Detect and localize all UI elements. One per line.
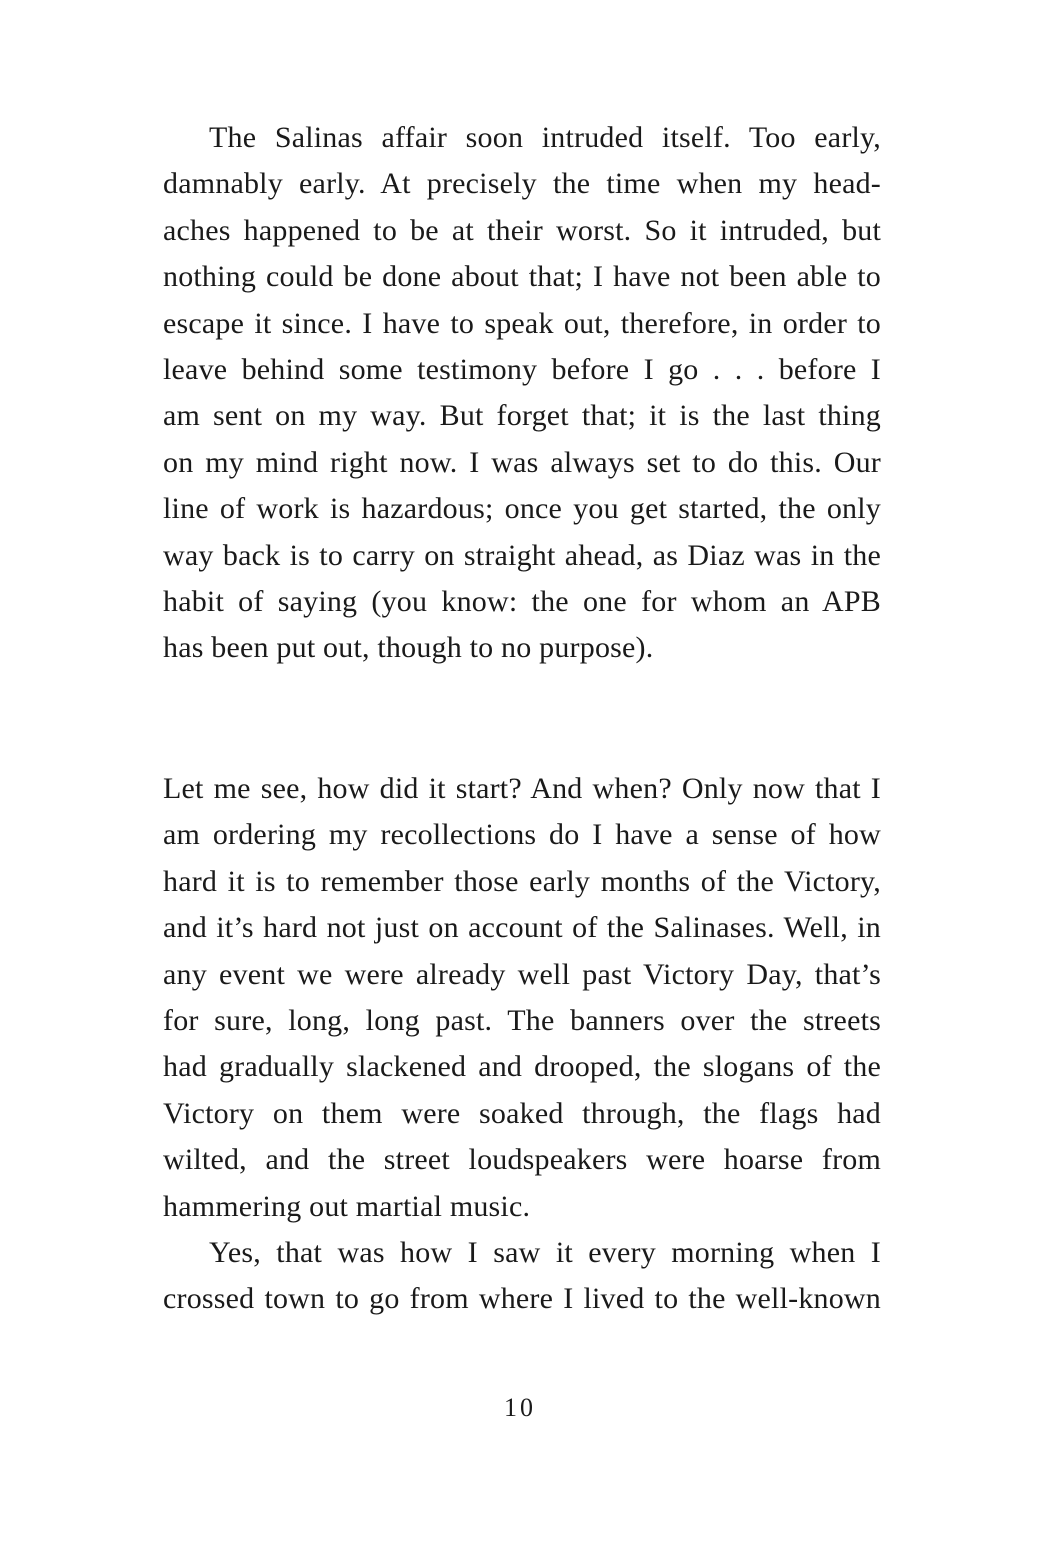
page-number: 10 xyxy=(504,1393,536,1422)
text-line: The Salinas affair soon intruded itself. Too early, xyxy=(209,121,881,154)
text-line: crossed town to go from where I lived to the well-known xyxy=(163,1282,881,1316)
text-line: Let me see, how did it start? And when? Only now that I xyxy=(163,772,881,805)
text-line: Yes, that was how I saw it every morning when I xyxy=(209,1235,881,1269)
text-line: for sure, long, long past. The banners over the streets xyxy=(163,1003,881,1037)
text-line: aches happened to be at their worst. So it intruded, but xyxy=(163,213,881,247)
paragraph-2 xyxy=(163,766,881,1323)
text-line: habit of saying (you know: the one for whom an APB xyxy=(163,584,881,618)
text-line: line of work is hazardous; once you get started, the only xyxy=(163,492,881,526)
text-line: escape it since. I have to speak out, therefore, in order to xyxy=(163,306,881,340)
text-line: damnably early. At precisely the time when my head- xyxy=(163,167,881,201)
text-line: any event we were already well past Victory Day, that’s xyxy=(163,957,881,991)
text-line: hammering out martial music. xyxy=(163,1189,531,1223)
paragraph-1 xyxy=(163,115,881,672)
text-line: has been put out, though to no purpose). xyxy=(163,631,654,665)
text-line: on my mind right now. I was always set to do this. Our xyxy=(163,445,881,479)
text-line: way back is to carry on straight ahead, as Diaz was in the xyxy=(163,538,881,572)
text-line: nothing could be done about that; I have not been able to xyxy=(163,260,881,294)
text-line: had gradually slackened and drooped, the slogans of the xyxy=(163,1050,881,1084)
text-line: leave behind some testimony before I go . . . before I xyxy=(163,352,881,386)
text-line: am ordering my recollections do I have a sense of how xyxy=(163,818,881,852)
text-line: and it’s hard not just on account of the Salinases. Well, in xyxy=(163,911,881,945)
text-line: am sent on my way. But forget that; it is the last thing xyxy=(163,399,881,433)
text-line: hard it is to remember those early months of the Victory, xyxy=(163,864,881,898)
text-line: wilted, and the street loudspeakers were hoarse from xyxy=(163,1143,881,1177)
text-line: Victory on them were soaked through, the flags had xyxy=(163,1096,881,1130)
